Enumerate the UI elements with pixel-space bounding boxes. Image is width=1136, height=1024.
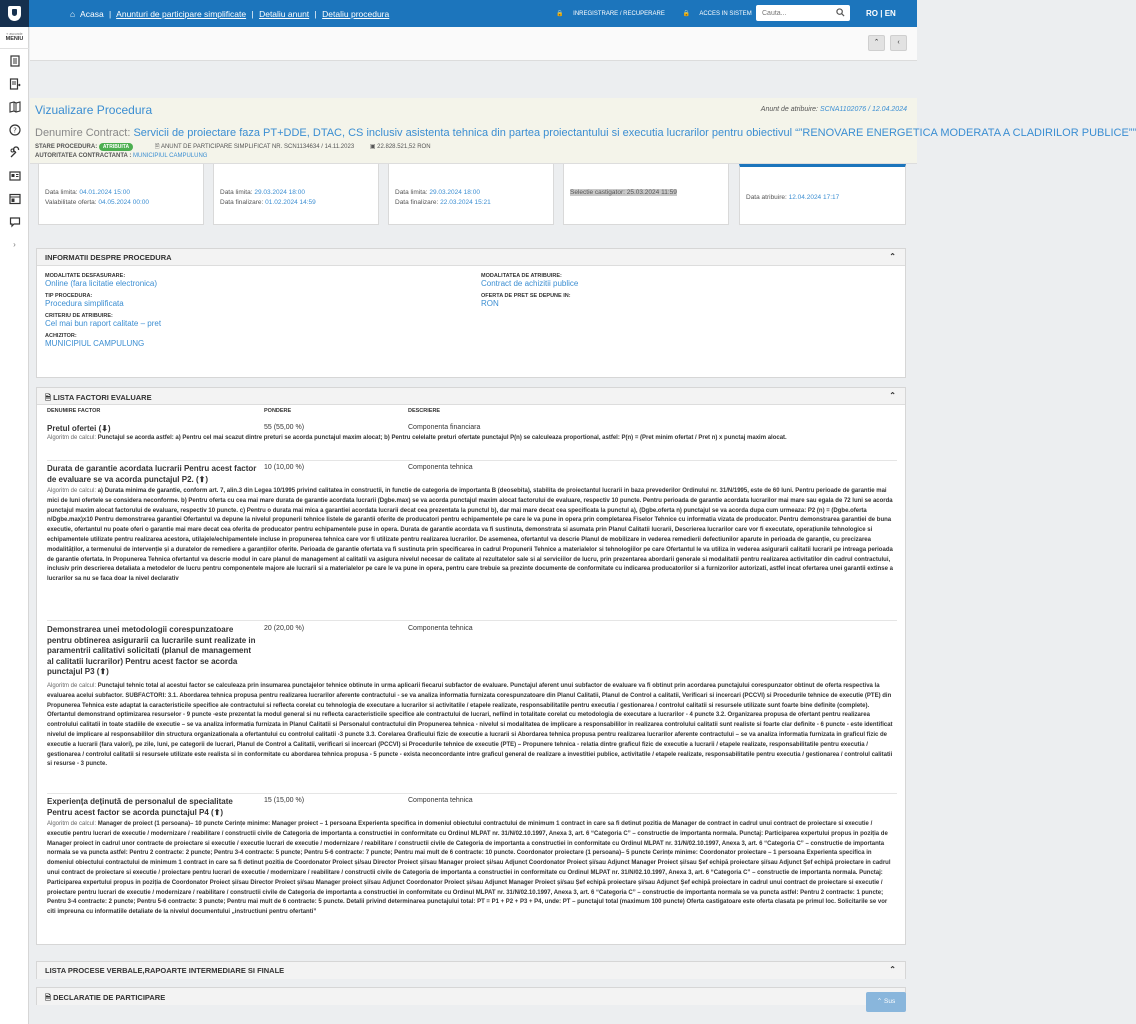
procedure-header — [30, 98, 1136, 164]
map-book-icon[interactable] — [0, 95, 29, 118]
timeline-step: Data limita: 29.03.2024 18:00 Data finalizare: 01.02.2024 14:59 — [213, 164, 379, 225]
search-box — [756, 5, 850, 21]
panel-header[interactable]: 🗎 LISTA FACTORI EVALUARE ⌃ — [37, 388, 905, 405]
breadcrumb-announcements[interactable]: Anunturi de participare simplificate — [116, 9, 247, 19]
lang-ro[interactable]: RO — [866, 9, 878, 18]
account-links — [556, 10, 768, 17]
factor-row: Pretul ofertei (⬇) 55 (55,00 %) Componenta financiara Algoritm de calcul: Punctajul se acorda astfel: a) Pentru cel mai scazut dintre preturi se acorda punctajul maxim alocat; b) Pentru celelalte preturi ofertate punctajul P(n) se calculeaza proportional, astfel: P(n) = (Pret minim ofertat / Pret n) x punctaj maxim alocat. — [47, 424, 897, 461]
login-link[interactable]: 🔒 ACCES IN SISTEM — [682, 11, 752, 17]
timeline-step: Selectie castigator: 25.03.2024 11:59 — [563, 164, 729, 225]
document-icon: 🗎 — [154, 144, 160, 150]
money-icon: ▣ — [369, 144, 376, 150]
lang-en[interactable]: EN — [884, 9, 896, 18]
lock-icon: 🔒 — [682, 11, 690, 17]
factor-row: Experiența deținută de personalul de specialitate Pentru acest factor se acorda punctajul P4 (⬆) 15 (15,00 %) Componenta tehnica Algoritm de calcul: Manager de proiect (1 persoana)– 10 puncte Cerințe minime: Manager proiect – 1 persoana Experienta specifica in domeniul obiectului contractului de minimum 1 contract in care sa fi detinut pozitia de Manager de contract in cadrul unui contract de proiectare si executie / executie pentru lucrari de executie / modernizare / reabilitare / constructii civile de Categoria de importanta a constructiei in conformitate cu Ordinul MLPAT nr. 31/N/02.10.1997, Anexa 3, art. 6 “Categoria C” – constructie de importanta normala. Punctaj: Participarea expertului propus in poziția de Manager proiect in cadrul unor contracte de proiectare si executie / executie lucrari de executie / modernizare / reabilitare / constructii civile de Categoria de importanta a constructiei in conformitate cu Ordinul MLPAT nr. 31/N/02.10.1997, Anexa 3, art. 6 “Categoria C” – constructie de importanta normala se va puncta astfel: Pentru 2 contracte: 2 puncte; Pentru 3-4 contracte: 5 puncte; Pentru 5-6 contracte: 7 puncte; Pentru mai mult de 6 contracte: 10 puncte. Coordonator proiectare (1 persoana)– 5 puncte Cerințe minime: Coordonator proiectare – 1 persoana Experienta specifica in domeniul obiectului contractului de minimum 1 contract in care sa fi detinut pozitia de Coordonator Proiect și/sau Director Proiect și/sau Manager proiect și/sau Adjunct Coordonator Proiect și/sau Adjunct Manager Proiect și/sau Șef echipă proiectare și/sau Adjunct Șef echipă proiectare in cadrul unui contract de proiectare si executie / proiectare pentru lucrari de executie / modernizare / reabilitare / constructii civile de Categoria de importanta a constructiei in conformitate cu Ordinul MLPAT nr. 31/N/02.10.1997, Anexa 3, art. 6 “Categoria C” – constructie de importanta normala. Punctaj: Participarea expertului propus in poziția de Coordonator Proiect și/sau Director Proiect și/sau Manager proiect și/sau Adjunct Coordonator Proiect și/sau Adjunct Manager Proiect și/sau Șef echipă proiectare și/sau Adjunct Șef echipă proiectare in cadrul unui contract de proiectare si executie / proiectare pentru lucrari de executie / modernizare / reabilitare / constructii civile de Categoria de importanta a constructiei in conformitate cu Ordinul MLPAT nr. 31/N/02.10.1997, Anexa 3, art. 6 “Categoria C” – constructie de importanta normala se va puncta astfel: Pentru 2 contracte: 1 puncte; Pentru 3-4 contracte: 2 puncte; Pentru 5-6 contracte: 3 puncte; Pentru mai mult de 6 contracte: 5 puncte. Detalii privind determinarea punctajului total: PT = P1 + P2 + P3 + P4, unde: PT – punctajul total (maximum 100 puncte) Oferta castigatoare este oferta clasata pe primul loc. Solicitarile se vor citi impreuna cu informatiile detaliate de la nivelul documentului „instructiuni pentru ofertanti” — [47, 797, 891, 916]
svg-text:?: ? — [12, 126, 17, 134]
breadcrumb-home[interactable]: Acasa — [80, 9, 104, 19]
announcement-number[interactable]: SCN1134634 / 14.11.2023 — [283, 144, 355, 150]
timeline-step: Data limita: 04.01.2024 15:00 Valabilitate oferta: 04.05.2024 00:00 — [38, 164, 204, 225]
info-left-column: MODALITATE DESFASURARE: Online (fara licitatie electronica) TIP PROCEDURA: Procedura simplificata CRITERIU DE ATRIBUIRE: Cel mai bun raport calitate – pret ACHIZITOR: MUNICIPIUL CAMPULUNG — [45, 272, 465, 352]
page-toolbar — [30, 27, 917, 61]
page-title: Vizualizare Procedura — [35, 103, 153, 117]
breadcrumb: ⌂ Acasa | Anunturi de participare simplificate | Detaliu anunt | Detaliu procedura — [70, 9, 390, 19]
search-input[interactable] — [756, 5, 832, 21]
info-right-column: MODALITATEA DE ATRIBUIRE: Contract de achizitii publice OFERTA DE PRET SE DEPUNE IN: RON — [481, 273, 579, 308]
authority-link[interactable]: MUNICIPIUL CAMPULUNG — [133, 153, 208, 159]
factor-row: Demonstrarea unei metodologii corespunzatoare pentru obtinerea asigurarii ca lucrarile sunt realizate in paramentrii calitativi solicitati (planul de management al calitatii lucrarilor) Pentru acest factor se acorda punctajul P3 (⬆) 20 (20,00 %) Componenta tehnica Algoritm de calcul: Punctajul tehnic total al acestui factor se calculeaza prin insumarea punctajelor tehnice obtinute in urma aplicarii fiecarui subfactor de evaluare. Punctajul aferent unui subfactor de evaluare va fi obtinut prin acordarea punctajului corespunzator obtinut de oferta respectiva la evaluarea acelui subfactor. SUBFACTORI: 3.1. Abordarea tehnica propusa pentru realizarea lucrarilor aferente contractului - se va analiza informatia furnizata corespunzatoare din Planul Calitatii, Planul de Control a calitatii, Verificari si incercari (PCCVI) si Procedurile tehnice de executie (PTE) din Propunerea Tehnica este adaptat la caracteristicile specifice ale contractului si reflecta corelat cu tehnologia de executare a lucrarilor si activitatile / etapele realizate, responsabilitatile pentru executia / gestionarea / controlul calitatii si resursele utilizate sunt foarte bine definite (complete). Ofertantul demonstrand optimizarea resurselor - 9 puncte -este prezentat la modul general si nu reflecta caracteristicile specifice ale contractului de lucrari, nefiind in totalitate corelat cu metodologia de executare a lucrarilor - 4 puncte 3.2. Organizarea propusa de ofertant pentru realizarea controlului calitatii in toate stadiile de executie – se va analiza informatia furnizata in Planul Calitatii si Personalul contractului din Propunerea tehnica - nivelul si modalitatea de implicare a responsabililor in realizarea controlului calitatii sunt realiste si foarte clar definite - 6 puncte - este identificat nivelul de implicare al responsabililor din structura organizationala a ofertantului cu controlul calitatii -3 puncte 3.3. Corelarea Graficului fizic de executie a lucrarii si Abordarea tehnica propusa pentru realizarea lucrarilor aferente contractului – se va analiza informatia furnizata in graficul fizic de executie a lucrarii (fara valori), pe zile, luni, pe categorii de lucrari, Planul de Control a Calitatii, verificari si incercari (PCCVI) si Procedurile tehnice de executie (PTE) – Propunere tehnica - relatia dintre graficul fizic de executie a lucrarii / etapele realizate, responsabilitatile pentru executia / gestionarea / controlul calitatii si resursele utilizate este realista si in conformitate cu abordarea tehnica propusa - 5 puncte - exista neconcordante intre graficul general de realizare a investitiei publice, activitatile / etapele realizate, responsabilitatile pentru executia / gestionarea / controlul calitatii si resurse - 3 puncte. — [47, 625, 897, 794]
back-button[interactable]: ‹ — [890, 35, 907, 51]
breadcrumb-announcement-detail[interactable]: Detaliu anunt — [259, 9, 310, 19]
status-badge: ATRIBUITA — [99, 143, 133, 151]
arrow-up-icon: ⌃ — [876, 998, 883, 1005]
timeline-step: Data limita: 29.03.2024 18:00 Data finalizare: 22.03.2024 15:21 — [388, 164, 554, 225]
home-icon: ⌂ — [70, 9, 76, 19]
award-notice: Anunt de atribuire: SCNA1102076 / 12.04.2024 — [760, 106, 907, 113]
breadcrumb-procedure-detail[interactable]: Detaliu procedura — [322, 9, 390, 19]
estimated-value: 22.828.521,52 — [377, 144, 416, 150]
document-icon: 🗎 — [45, 993, 52, 1002]
procedure-timeline — [0, 164, 917, 226]
factor-row: Durata de garantie acordata lucrarii Pentru acest factor de evaluare se va acorda punctajul P2. (⬆) 10 (10,00 %) Componenta tehnica Algoritm de calcul: a) Durata minima de garantie, conform art. 7, alin.3 din Legea 10/1995 privind calitatea in constructii, in functie de categoria de importanta B (deosebita), stabilita de proiectantul lucrarii in baza prevederilor Ordinului nr. 31/N/1995, este de 60 luni. Pentru perioade de garantie mai mici de luni ofertele se considera neconforme. b) Pentru oferta cu cea mai mare durata de garantie acordata lucrarii (Dgbe.max) se va acorda punctajul maxim alocat factorului de evaluare, respectiv 10 puncte. Pentru perioada de garantie acordata lucrarilor mai mare sau egala de 72 luni se acorda punctajul maxim alocat factorului de evaluare, respectiv 10 puncte. c) Pentru o durata mai mica a garantiei acordata lucrarii decat cea prezentata la punctul b), dar mai mare decat cea specificata la punctul a), (Dgbe.oferta n) punctajul se va acorda dupa cum urmeaza: P2 (n) = (Dgbe.oferta n/Dgbe.max)x10 Pentru demonstrarea garantiei Ofertantul va depune la nivelul propunerii tehnice listele de garantii oferite de producatori pentru echipamentele pe care le va pune in opera prin completarea Fiselor Tehnice cu informatia vizata de producator. Pentru demonstrarea garantiei de buna executie, ofertantul nu poate oferi o garantie mai mare decat cea oferita de producator pentru echipamentele puse in opera. Durata de garantie acordata va fi sustinuta, demonstrata si asumata prin Planul Calitatii lucrarii, Descrierea lucrarilor care vor fi executate, operațiunile tehnologice si echipamentele utilizate pentru realizarea acestora, utilajele/echipamentele incluse in propunerea tehnica care vor fi utilizate pentru realizarea lucrarilor. De asemenea, ofertantul va descrie Planul de mobilizare in vederea remedierii defectiunilor aparute in perioada de garanție, cu precizarea modalităților, a termenului de intervenție și a duratelor de remediere a garanțiilor oferite. Perioada de garantie ofertata va fi sustinuta prin specificarea in cadrul Propunerii Tehnice a materialelor si tehnologiilor pe care Ofertantul le va utiliza in vederea asigurarii calitatii lucrarii pe intreaga perioada de garantie ofertata. In Propunerea Tehnica ofertantul va descrie modul in care planul de management al calitatii va asigura nivelul necesar de calitate al rezultatelor sale si al serviciilor de lucru, prin prezentarea abordarii generale si modalitatii pentru realizarea activitatilor din cadrul contractului, inclusiv prin descrierea detaliata a metodelor de lucru pentru componentele majore ale lucrarii si a materialelor pe care le va pune in opera, pentru care trebuie sa prezinte documente de conformitate cu indicarea producatorilor si a furnizorilor autorizati, astfel incat ofertarea unei garantii extinse a lucrarilor sa nu se faca doar la nivel declarativ — [47, 464, 897, 621]
contract-name: Denumire Contract: Servicii de proiectare faza PT+DDE, DTAC, CS inclusiv asistenta tehnica din partea proiectantului si executia lucrarilor pentru obiectivul “”RENOVARE ENERGETICA MODERATA A CLADIRILOR PUBLICE”” — [35, 127, 1136, 139]
contracting-authority: AUTORITATEA CONTRACTANTA : MUNICIPIUL CAMPULUNG — [35, 153, 208, 159]
chevron-right-icon[interactable]: › — [13, 240, 16, 249]
chevron-up-icon[interactable]: ⌃ — [889, 252, 896, 261]
col-header-weight: PONDERE — [264, 408, 292, 414]
evaluation-factors-panel — [36, 387, 906, 945]
chevron-up-icon[interactable]: ⌃ — [889, 965, 896, 974]
col-header-description: DESCRIERE — [408, 408, 441, 414]
panel-header[interactable]: INFORMATII DESPRE PROCEDURA ⌃ — [37, 249, 905, 266]
panel-header[interactable]: 🗎 DECLARATIE DE PARTICIPARE — [37, 988, 905, 1005]
buyer-link[interactable]: MUNICIPIUL CAMPULUNG — [45, 339, 145, 348]
file-export-icon[interactable] — [0, 72, 29, 95]
help-icon[interactable] — [0, 118, 29, 141]
site-logo[interactable] — [0, 0, 29, 27]
declaration-panel — [36, 987, 906, 1005]
document-icon: 🗎 — [45, 393, 52, 402]
timeline-step-active: Data atribuire: 12.04.2024 17:17 — [739, 164, 906, 225]
search-icon[interactable] — [836, 8, 845, 17]
reports-panel — [36, 961, 906, 979]
register-link[interactable]: 🔒 INREGISTRARE / RECUPERARE — [556, 11, 665, 17]
scroll-top-button[interactable]: ⌃ Sus — [866, 992, 906, 1012]
list-icon[interactable] — [0, 49, 29, 72]
tools-icon[interactable] — [0, 141, 29, 164]
menu-toggle[interactable]: « ascunde MENIU — [0, 27, 29, 49]
procedure-info-panel — [36, 248, 906, 378]
chevron-up-icon[interactable]: ⌃ — [889, 391, 896, 400]
lock-icon: 🔒 — [556, 11, 564, 17]
award-notice-link[interactable]: SCNA1102076 / 12.04.2024 — [819, 106, 907, 113]
scroll-up-button[interactable]: ⌃ — [868, 35, 885, 51]
top-navbar — [0, 0, 917, 27]
language-switch: RO | EN — [866, 9, 896, 18]
col-header-name: DENUMIRE FACTOR — [47, 408, 101, 414]
procedure-meta: STARE PROCEDURA: ATRIBUITA 🗎 ANUNT DE PARTICIPARE SIMPLIFICAT NR. SCN1134634 / 14.11.2023 ▣ 22.828.521,52 RON — [35, 144, 431, 150]
panel-header[interactable]: LISTA PROCESE VERBALE,RAPOARTE INTERMEDIARE SI FINALE ⌃ — [37, 962, 905, 979]
shield-logo-icon — [8, 6, 21, 21]
